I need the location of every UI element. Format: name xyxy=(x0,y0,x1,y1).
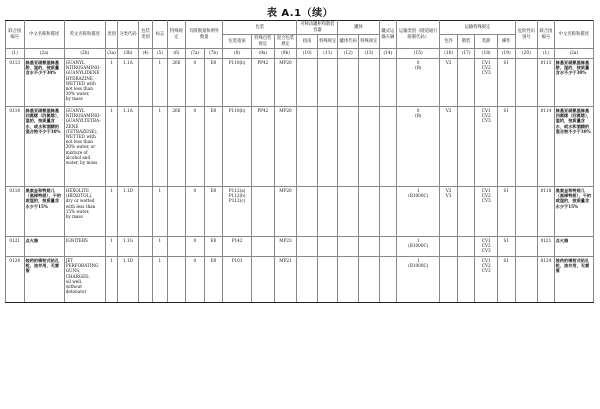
column-number-row xyxy=(6,49,594,59)
cell-un: 0118 xyxy=(6,187,25,237)
table-row xyxy=(6,187,594,237)
cell-tank-special xyxy=(317,237,338,257)
cell-rtank-special xyxy=(359,187,380,237)
cell-un-repeat: 0121 xyxy=(538,237,554,257)
cell-class: 1 xyxy=(105,257,117,303)
table-row xyxy=(6,59,594,107)
cell-label: 1 xyxy=(153,59,167,107)
cell-tsp-operation: S1 xyxy=(498,237,516,257)
cell-tank-instructions xyxy=(297,107,318,187)
header-tank-instructions: 指南 xyxy=(297,35,318,49)
header-label: 标志 xyxy=(153,21,167,49)
header-class-code: 分类代码 xyxy=(118,21,139,49)
cell-hazard-id xyxy=(515,257,538,303)
dangerous-goods-table xyxy=(5,20,594,303)
cell-tsp-operation: S1 xyxy=(498,187,516,237)
header-tanks: 罐体 xyxy=(338,21,379,35)
header-packaging: 包装 xyxy=(223,21,297,35)
cell-transport-category: 1 (B1000C) xyxy=(397,257,440,303)
header-transport-special: 运输特殊规定 xyxy=(440,21,515,35)
cell-special-provisions xyxy=(167,187,186,237)
cell-label: 1 xyxy=(153,187,167,237)
cell-un-repeat: 0118 xyxy=(538,187,554,237)
cell-tsp-bulk xyxy=(457,107,475,187)
cell-en-name: JET PERFORATING GUNS, CHARGED, oil well, without detonator xyxy=(64,257,105,303)
cell-un-repeat: 0114 xyxy=(538,107,554,187)
cell-packing-instructions: P110(b) xyxy=(223,107,252,187)
cell-mixed-packing: MP23 xyxy=(274,237,297,257)
cell-cn-name-repeat: 黑索金和特屈儿（黑梯特屈），干的或湿的，按质量含水少于15% xyxy=(554,187,593,237)
header-tank-vehicle: 罐式运输车辆 xyxy=(379,21,397,49)
cell-packing-group xyxy=(138,59,152,107)
cell-tank-code xyxy=(338,237,359,257)
cell-tsp-bulk xyxy=(457,187,475,237)
cell-un: 0121 xyxy=(6,237,25,257)
cell-cn-name: 脒基亚硝氨基脒基四氮烯（四氮烯），湿的，按质量含水，或水和酒精的混合物不少于30% xyxy=(24,107,64,187)
cell-tank-special xyxy=(317,59,338,107)
cell-en-name: HEXOLITE (HEXOTOL), dry or wetted with less than 15% water, by mass xyxy=(64,187,105,237)
cell-packing-group xyxy=(138,257,152,303)
cell-transport-category: 0 (B) xyxy=(397,59,440,107)
header-class: 类别 xyxy=(105,21,117,49)
cell-un-repeat: 0124 xyxy=(538,257,554,303)
cell-cn-name: 脒基亚硝氨基脒基肼，湿的，按质量含水不少于30% xyxy=(24,59,64,107)
column-number: (14) xyxy=(379,49,397,59)
cell-tsp-packages: V2 xyxy=(440,59,458,107)
cell-mixed-packing: MP20 xyxy=(274,187,297,237)
cell-special-packing xyxy=(252,257,275,303)
header-tsp-loading: 装卸 xyxy=(475,35,498,49)
cell-class-code: 1.1D xyxy=(118,187,139,237)
cell-class: 1 xyxy=(105,237,117,257)
header-tank-code: 罐体代码 xyxy=(338,35,359,49)
cell-packing-instructions: P112(a) P112(b) P112(c) xyxy=(223,187,252,237)
cell-rtank-special xyxy=(359,237,380,257)
table-row xyxy=(6,257,594,303)
cell-class: 1 xyxy=(105,107,117,187)
cell-transport-category: 1 (B1000C) xyxy=(397,187,440,237)
cell-tsp-packages: V2 V3 xyxy=(440,187,458,237)
cell-tank-special xyxy=(317,187,338,237)
column-number: (12) xyxy=(338,49,359,59)
cell-tank-vehicle xyxy=(379,187,397,237)
column-number: (11) xyxy=(317,49,338,59)
column-number: (16) xyxy=(440,49,458,59)
cell-tsp-bulk xyxy=(457,237,475,257)
cell-tank-instructions xyxy=(297,257,318,303)
cell-tsp-bulk xyxy=(457,257,475,303)
cell-label: 1 xyxy=(153,107,167,187)
cell-hazard-id xyxy=(515,59,538,107)
cell-tank-code xyxy=(338,187,359,237)
cell-tsp-packages xyxy=(440,237,458,257)
cell-en-name: GUANYL NITROSAMINO- GUANYLTETRA- ZENE (TETRAZENE), WETTED with not less than 30% water, or mixture of alcohol and water, by mass xyxy=(64,107,105,187)
column-number: (19) xyxy=(498,49,516,59)
cell-class-code: 1.1G xyxy=(118,237,139,257)
column-number: (5) xyxy=(153,49,167,59)
cell-tsp-operation: S1 xyxy=(498,257,516,303)
column-number: (15) xyxy=(397,49,440,59)
cell-limited-quantity: 0 xyxy=(186,237,205,257)
cell-cn-name-repeat: 点火器 xyxy=(554,237,593,257)
cell-class: 1 xyxy=(105,59,117,107)
header-un: 联合国编号 xyxy=(6,21,25,49)
column-number: (3b) xyxy=(118,49,139,59)
cell-en-name: GUANYL NITROSAMINO- GUANYLIDENE HYDRAZINE, WETTED with not less than 30% water, by mass xyxy=(64,59,105,107)
cell-cn-name: 黑索金和特屈儿（黑梯特屈），干的或湿的，按质量含水少于15% xyxy=(24,187,64,237)
cell-tank-vehicle xyxy=(379,107,397,187)
cell-tsp-bulk xyxy=(457,59,475,107)
cell-tsp-loading: CV1 CV2 CV3 xyxy=(475,257,498,303)
cell-special-packing: PP42 xyxy=(252,107,275,187)
cell-tsp-packages: V2 xyxy=(440,107,458,187)
cell-tsp-loading: CV1 CV2 CV3 xyxy=(475,107,498,187)
column-number: (1) xyxy=(6,49,25,59)
cell-limited-quantity: 0 xyxy=(186,107,205,187)
cell-excepted-quantity: E0 xyxy=(204,107,223,187)
column-number: (13) xyxy=(359,49,380,59)
table-row xyxy=(6,237,594,257)
column-number: (18) xyxy=(475,49,498,59)
cell-cn-name-repeat: 脒基亚硝氨基脒基肼，湿的，按质量含水不少于30% xyxy=(554,59,593,107)
cell-special-packing xyxy=(252,237,275,257)
cell-tank-code xyxy=(338,59,359,107)
cell-un: 0114 xyxy=(6,107,25,187)
cell-class-code: 1.1D xyxy=(118,257,139,303)
cell-tsp-operation: S1 xyxy=(498,59,516,107)
cell-packing-group xyxy=(138,237,152,257)
cell-tsp-loading: CV1 CV2 CV3 xyxy=(475,237,498,257)
cell-limited-quantity: 0 xyxy=(186,257,205,303)
column-number: (17) xyxy=(457,49,475,59)
cell-packing-instructions: P110(b) xyxy=(223,59,252,107)
cell-class-code: 1.1A xyxy=(118,107,139,187)
column-number: (7b) xyxy=(204,49,223,59)
header-special-provisions: 特殊规定 xyxy=(167,21,186,49)
column-number: (10) xyxy=(297,49,318,59)
cell-tsp-loading: CV1 CV2 CV3 xyxy=(475,187,498,237)
header-portable-tanks: 可移动罐柜和散装容器 xyxy=(297,21,338,35)
cell-special-packing: PP42 xyxy=(252,59,275,107)
cell-tank-special xyxy=(317,257,338,303)
column-number: (2a) xyxy=(554,49,593,59)
cell-class: 1 xyxy=(105,187,117,237)
cell-label: 1 xyxy=(153,237,167,257)
cell-un-repeat: 0113 xyxy=(538,59,554,107)
cell-tank-special xyxy=(317,107,338,187)
cell-limited-quantity: 0 xyxy=(186,59,205,107)
cell-tank-instructions xyxy=(297,187,318,237)
cell-tank-code xyxy=(338,257,359,303)
cell-special-provisions: 266 xyxy=(167,59,186,107)
cell-special-provisions xyxy=(167,237,186,257)
cell-special-provisions xyxy=(167,257,186,303)
cell-excepted-quantity: E0 xyxy=(204,257,223,303)
header-limited-quantities: 有限数量和例外数量 xyxy=(186,21,223,49)
cell-rtank-special xyxy=(359,257,380,303)
cell-en-name: IGNITERS xyxy=(64,237,105,257)
cell-special-provisions: 266 xyxy=(167,107,186,187)
cell-tsp-packages xyxy=(440,257,458,303)
cell-mixed-packing: MP20 xyxy=(274,107,297,187)
header-tsp-packages: 包件 xyxy=(440,35,458,49)
header-hazard-id: 危险性识别号 xyxy=(515,21,538,49)
cell-excepted-quantity: E0 xyxy=(204,187,223,237)
header-rtank-special: 特殊规定 xyxy=(359,35,380,49)
column-number: (9b) xyxy=(274,49,297,59)
cell-limited-quantity: 0 xyxy=(186,187,205,237)
cell-tsp-loading: CV1 CV2 CV3 xyxy=(475,59,498,107)
column-number: (1) xyxy=(538,49,554,59)
header-tank-special: 特殊规定 xyxy=(317,35,338,49)
cell-packing-instructions: P101 xyxy=(223,257,252,303)
cell-rtank-special xyxy=(359,107,380,187)
cell-tank-code xyxy=(338,107,359,187)
header-packing-group: 包装类别 xyxy=(138,21,152,49)
cell-cn-name: 装药的喷射式钻孔枪，油井用，无雷管 xyxy=(24,257,64,303)
table-row xyxy=(6,107,594,187)
header-un-repeat: 联合国编号 xyxy=(538,21,554,49)
header-special-packing: 特殊包装规定 xyxy=(252,35,275,49)
column-number: (2a) xyxy=(24,49,64,59)
column-number: (9a) xyxy=(252,49,275,59)
cell-excepted-quantity: E0 xyxy=(204,237,223,257)
cell-cn-name-repeat: 脒基亚硝氨基脒基四氮烯（四氮烯），湿的，按质量含水，或水和酒精的混合物不少于30% xyxy=(554,107,593,187)
cell-hazard-id xyxy=(515,107,538,187)
column-number: (7a) xyxy=(186,49,205,59)
cell-packing-group xyxy=(138,187,152,237)
header-transport-category: 运输类别（隧道通行限制代码） xyxy=(397,21,440,49)
header-cn-name: 中文名称和描述 xyxy=(24,21,64,49)
cell-hazard-id xyxy=(515,187,538,237)
cell-cn-name: 点火器 xyxy=(24,237,64,257)
column-number: (4) xyxy=(138,49,152,59)
header-row xyxy=(6,21,594,35)
header-mixed-packing: 混合包装规定 xyxy=(274,35,297,49)
cell-tank-vehicle xyxy=(379,59,397,107)
cell-un: 0124 xyxy=(6,257,25,303)
header-cn-name-repeat: 中文名称和描述 xyxy=(554,21,593,49)
page-title: 表 A.1（续） xyxy=(266,8,334,19)
cell-un: 0113 xyxy=(6,59,25,107)
column-number: (20) xyxy=(515,49,538,59)
cell-mixed-packing: MP21 xyxy=(274,257,297,303)
cell-label: 1 xyxy=(153,257,167,303)
cell-excepted-quantity: E0 xyxy=(204,59,223,107)
cell-tank-instructions xyxy=(297,237,318,257)
cell-tank-instructions xyxy=(297,59,318,107)
cell-transport-category: 0 (B) xyxy=(397,107,440,187)
header-packing-instructions: 包装指南 xyxy=(223,35,252,49)
column-number: (3a) xyxy=(105,49,117,59)
cell-tsp-operation: S1 xyxy=(498,107,516,187)
cell-mixed-packing: MP20 xyxy=(274,59,297,107)
cell-transport-category: 1 (B1000C) xyxy=(397,237,440,257)
header-tsp-operation: 操作 xyxy=(498,35,516,49)
column-number: (6) xyxy=(167,49,186,59)
cell-class-code: 1.1A xyxy=(118,59,139,107)
cell-packing-instructions: P142 xyxy=(223,237,252,257)
header-tsp-bulk: 散装 xyxy=(457,35,475,49)
cell-special-packing xyxy=(252,187,275,237)
header-en-name: 英文名称和描述 xyxy=(64,21,105,49)
column-number: (2b) xyxy=(64,49,105,59)
cell-tank-vehicle xyxy=(379,237,397,257)
cell-hazard-id xyxy=(515,237,538,257)
column-number: (8) xyxy=(223,49,252,59)
cell-packing-group xyxy=(138,107,152,187)
cell-cn-name-repeat: 装药的喷射式钻孔枪，油井用，无雷管 xyxy=(554,257,593,303)
cell-tank-vehicle xyxy=(379,257,397,303)
cell-rtank-special xyxy=(359,59,380,107)
